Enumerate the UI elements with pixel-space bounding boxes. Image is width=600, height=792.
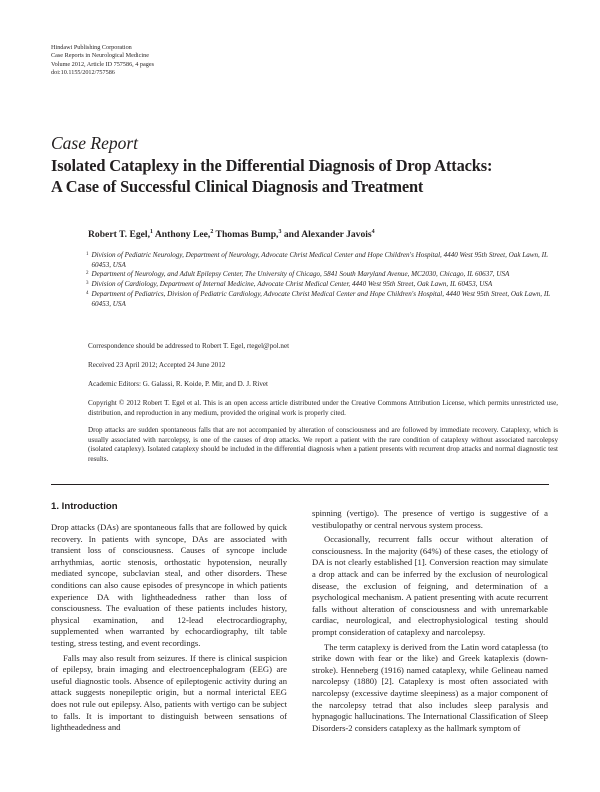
article-type: Case Report [51,133,139,153]
publisher-block [51,44,154,78]
body-paragraph: Occasionally, recurrent falls occur without alteration of consciousness. In the majority (64%) of these cases, the etiology of DA is not clearly established [1]. Conversion reaction may simulate a drop attack and can be inferred by the exclusion of neurological disease, the exclusion of feigning, and determination of a psychological mechanism. A patient presenting with acute recurrent falls without alteration of consciousness and with unremarkable cardiac, neurological, and electrophysiological testing should prompt consideration of cataplexy and narcolepsy. [312,534,548,637]
author-affiliation-mark: 3 [278,229,282,235]
academic-editors: Academic Editors: G. Galassi, R. Koide, P. Mir, and D. J. Rivet [88,380,268,388]
body-column-left [51,501,287,734]
section-heading: 1. Introduction [51,501,118,512]
abstract: Drop attacks are sudden spontaneous falls that are not accompanied by alteration of consciousness and are followed by immediate recovery. Cataplexy, which is usually associated with narcolepsy, is one of the causes of drop attacks. We report a patient with the rare condition of cataplexy without associated narcolepsy (isolated cataplexy). Isolated cataplexy should be included in the differential diagnosis when a patient presents with recurrent drop attacks and normal diagnostic test results. [88,426,558,464]
title-line-1: Isolated Cataplexy in the Differential Diagnosis of Drop Attacks: [51,156,493,175]
author-affiliation-mark: 4 [371,229,375,235]
author-name: Thomas Bump, [215,229,279,241]
body-paragraph: The term cataplexy is derived from the Latin word cataplessa (to strike down with fear or the like) and Greek kataplexis (down-stroke). Henneberg (1916) named cataplexy, while Gelineau named narcolepsy (1880) [2]. Cataplexy is most often associated with narcolepsy (excessive daytime sleepiness) as a major component of the narcolepsy tetrad that also includes sleep paralysis and hypnagogic hallucinations. The International Classification of Sleep Disorders-2 considers cataplexy as the hallmark symptom of [312,641,548,733]
affiliation-number: 3 [86,281,89,287]
author-name: and Alexander Javois [283,229,372,241]
correspondence: Correspondence should be addressed to Robert T. Egel, rtegel@pol.net [88,342,290,350]
author-name: Robert T. Egel, [88,229,150,241]
doi[interactable]: doi:10.1155/2012/757586 [51,69,115,77]
journal-name: Case Reports in Neurological Medicine [51,52,149,60]
affiliation-item [88,270,558,280]
affiliation-text: Department of Pediatrics, Division of Pediatric Cardiology, Advocate Christ Medical Center and Hope Children's Hospital, 4440 West 95th Street, Oak Lawn, IL 60453, USA [91,289,551,308]
affiliations [88,251,558,309]
section-divider [51,484,549,485]
copyright-notice: Copyright © 2012 Robert T. Egel et al. This is an open access article distributed under the Creative Commons Attribution License, which permits unrestricted use, distribution, and reproduction in any medium, provided the original work is properly cited. [88,399,558,417]
author-name: Anthony Lee, [154,229,211,241]
affiliation-number: 4 [86,290,89,296]
received-accepted-dates: Received 23 April 2012; Accepted 24 June 2012 [88,361,226,369]
affiliation-item [88,280,558,290]
author-affiliation-mark: 2 [210,229,214,235]
affiliation-item [88,290,558,309]
body-paragraph: spinning (vertigo). The presence of vertigo is suggestive of a vestibulopathy or central nervous system process. [312,508,548,530]
body-column-right [312,508,548,734]
body-paragraph: Falls may also result from seizures. If there is clinical suspicion of epilepsy, brain imaging and electroencephalogram (EEG) are useful diagnostic tools. Absence of epileptogenic activity during an attack suggests nonepileptic origin, but a normal interictal EEG does not rule out epilepsy. Also, patients with vertigo can be subject to falls. It is important to distinguish between sensations of lightheadedness and [51,652,287,733]
affiliation-item [88,251,558,270]
affiliation-text: Department of Neurology, and Adult Epilepsy Center, The University of Chicago, 5841 South Maryland Avenue, MC2030, Chicago, IL 60637, USA [91,270,510,279]
title-line-2: A Case of Successful Clinical Diagnosis and Treatment [51,176,424,196]
affiliation-number: 2 [86,271,89,277]
volume-info: Volume 2012, Article ID 757586, 4 pages [51,60,154,68]
affiliation-text: Division of Pediatric Neurology, Department of Neurology, Advocate Christ Medical Center and Hope Children's Hospital, 4440 West 95th Street, Oak Lawn, IL 60453, USA [91,251,548,269]
article-title [51,156,571,197]
author-affiliation-mark: 1 [150,229,153,235]
author-list [88,229,375,240]
affiliation-number: 1 [86,252,89,257]
affiliation-text: Division of Cardiology, Department of Internal Medicine, Advocate Christ Medical Center, 4440 West 95th Street, Oak Lawn, IL 60453, USA [91,280,493,289]
body-paragraph: Drop attacks (DAs) are spontaneous falls that are followed by quick recovery. In patients with syncope, DAs are associated with transient loss of consciousness. Causes of syncope include arrhythmias, aortic stenosis, orthostatic hypotension, neurally mediated syncope, subclavian steal, and other disorders. These conditions can also cause episodes of presyncope in which patients experience DA with lightheadedness rather than loss of consciousness. The evaluation of these patients includes history, physical examination, and 12-lead electrocardiography, supplemented when warranted by echocardiography, tilt table testing, stress testing, and event recordings. [51,522,287,648]
publisher-name: Hindawi Publishing Corporation [51,44,132,51]
